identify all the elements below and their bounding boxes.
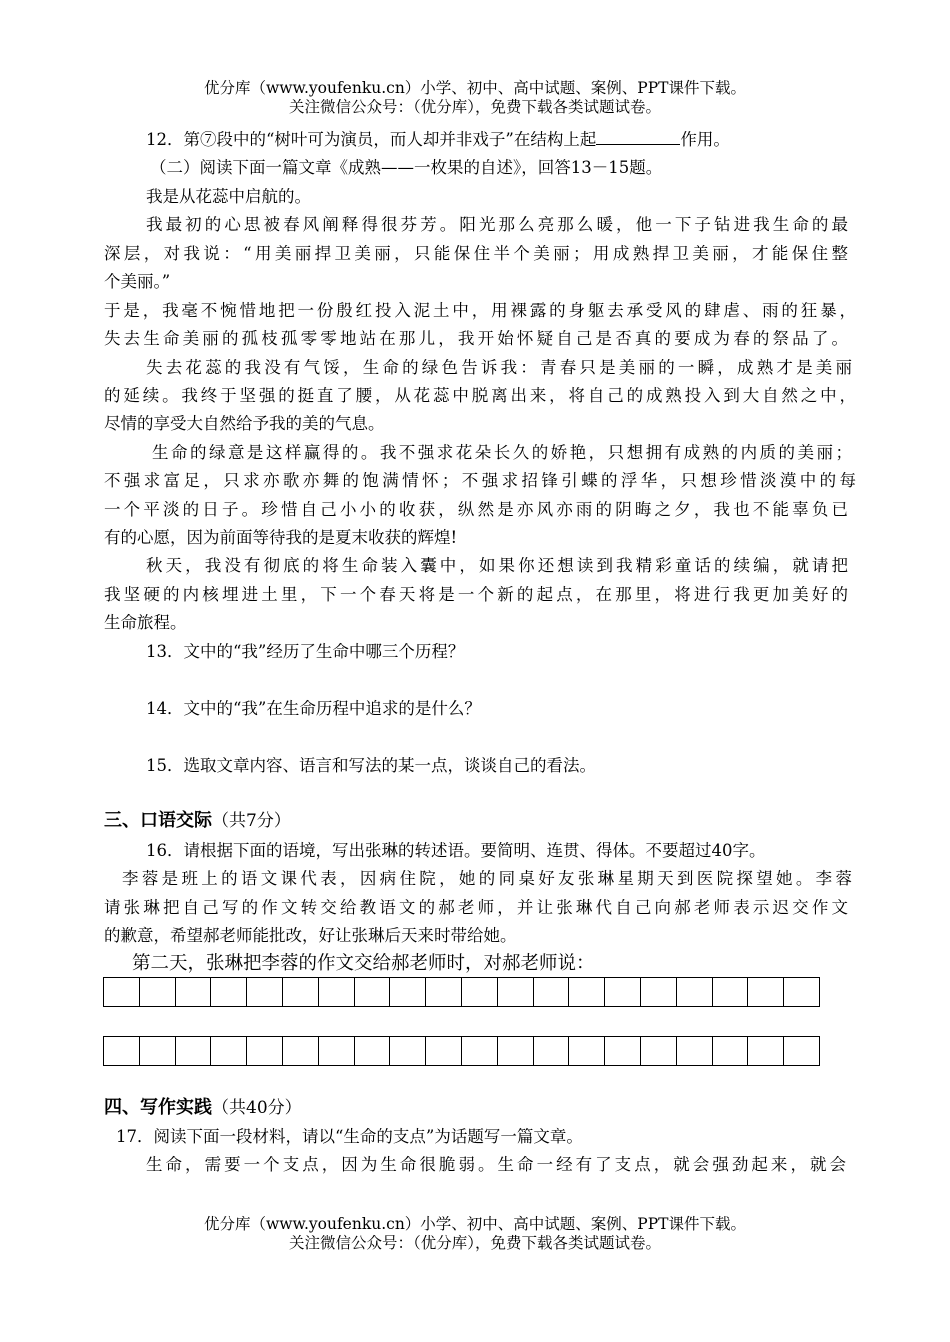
question-16-context-line-2: 请张琳把自己写的作文转交给教语文的郝老师，并让张琳代自己向郝老师表示迟交作文 [104, 898, 848, 917]
answer-grid-cell[interactable] [283, 978, 319, 1006]
answer-grid-cell[interactable] [211, 1037, 247, 1065]
answer-grid-cell[interactable] [784, 1037, 820, 1065]
answer-grid-row-2[interactable] [103, 1036, 820, 1066]
answer-grid-cell[interactable] [462, 978, 498, 1006]
article-paragraph-6-line-2: 我坚硬的内核埋进土里，下一个春天将是一个新的起点，在那里，将进行我更加美好的 [104, 585, 848, 604]
answer-grid-cell[interactable] [713, 978, 749, 1006]
answer-grid-cell[interactable] [713, 1037, 749, 1065]
section-4-score: （共40分） [212, 1098, 302, 1118]
article-paragraph-2-line-1: 我最初的心思被春风阐释得很芬芳。阳光那么亮那么暖，他一下子钻进我生命的最 [146, 215, 848, 234]
article-paragraph-5-line-4: 有的心愿，因为前面等待我的是夏末收获的辉煌! [104, 528, 458, 547]
answer-grid-cell[interactable] [140, 1037, 176, 1065]
answer-grid-cell[interactable] [247, 978, 283, 1006]
question-12 [146, 128, 730, 151]
answer-grid-cell[interactable] [462, 1037, 498, 1065]
answer-grid-cell[interactable] [176, 1037, 212, 1065]
page-header-line-2: 关注微信公众号：（优分库），免费下载各类试题试卷。 [288, 98, 661, 116]
article-paragraph-3-line-1: 于是，我毫不惋惜地把一份殷红投入泥土中，用裸露的身躯去承受风的肆虐、雨的狂暴， [104, 301, 856, 320]
article-paragraph-6-line-1: 秋天，我没有彻底的将生命装入囊中，如果你还想读到我精彩童话的续编，就请把 [146, 556, 848, 575]
article-paragraph-2-line-3: 个美丽。” [104, 272, 171, 291]
question-15: 15．选取文章内容、语言和写法的某一点，谈谈自己的看法。 [146, 756, 596, 775]
answer-grid-row-1[interactable] [103, 977, 820, 1007]
answer-grid-cell[interactable] [426, 978, 462, 1006]
article-paragraph-1: 我是从花蕊中启航的。 [146, 187, 311, 206]
answer-grid-cell[interactable] [104, 978, 140, 1006]
section-3-heading [104, 810, 291, 832]
answer-grid-cell[interactable] [569, 978, 605, 1006]
answer-grid-cell[interactable] [498, 1037, 534, 1065]
question-17-material-line-1: 生命，需要一个支点，因为生命很脆弱。生命一经有了支点，就会强劲起来，就会 [146, 1155, 846, 1174]
section-3-score: （共7分） [212, 811, 291, 831]
question-12-text: 12．第⑦段中的“树叶可为演员，而人却并非戏子”在结构上起 [146, 130, 597, 149]
answer-grid-cell[interactable] [748, 1037, 784, 1065]
question-14: 14．文中的“我”在生命历程中追求的是什么？ [146, 699, 481, 718]
question-12-suffix: 作用。 [680, 130, 730, 149]
article-paragraph-3-line-2: 失去生命美丽的孤枝孤零零地站在那儿，我开始怀疑自己是否真的要成为春的祭品了。 [104, 329, 848, 348]
answer-grid-cell[interactable] [677, 1037, 713, 1065]
answer-grid-cell[interactable] [319, 1037, 355, 1065]
answer-grid-cell[interactable] [605, 978, 641, 1006]
answer-grid-cell[interactable] [247, 1037, 283, 1065]
article-paragraph-6-line-3: 生命旅程。 [104, 613, 187, 632]
section-3-title: 三、口语交际 [104, 810, 212, 831]
article-paragraph-4-line-3: 尽情的享受大自然给予我的美的气息。 [104, 414, 385, 433]
answer-grid-cell[interactable] [569, 1037, 605, 1065]
answer-grid-cell[interactable] [748, 978, 784, 1006]
answer-grid-cell[interactable] [176, 978, 212, 1006]
answer-grid-cell[interactable] [104, 1037, 140, 1065]
page-footer-line-2: 关注微信公众号：（优分库），免费下载各类试题试卷。 [288, 1234, 661, 1252]
question-13: 13．文中的“我”经历了生命中哪三个历程？ [146, 642, 465, 661]
article-paragraph-5-line-3: 一个平淡的日子。珍惜自己小小的收获，纵然是亦风亦雨的阴晦之夕，我也不能辜负已 [104, 500, 848, 519]
page-header-line-1: 优分库（www.youfenku.cn）小学、初中、高中试题、案例、PPT课件下载。 [203, 79, 747, 97]
answer-grid-cell[interactable] [677, 978, 713, 1006]
question-16-context-line-3: 的歉意，希望郝老师能批改，好让张琳后天来时带给她。 [104, 926, 517, 945]
question-16-lead: 第二天，张琳把李蓉的作文交给郝老师时，对郝老师说： [132, 953, 595, 974]
answer-grid-cell[interactable] [140, 978, 176, 1006]
answer-grid-cell[interactable] [784, 978, 820, 1006]
part-2-intro: （二）阅读下面一篇文章《成熟——一枚果的自述》，回答13－15题。 [150, 158, 663, 177]
article-paragraph-4-line-1: 失去花蕊的我没有气馁，生命的绿色告诉我：青春只是美丽的一瞬，成熟才是美丽 [146, 358, 852, 377]
article-paragraph-4-line-2: 的延续。我终于坚强的挺直了腰，从花蕊中脱离出来，将自己的成熟投入到大自然之中， [104, 386, 856, 405]
page-footer-line-1: 优分库（www.youfenku.cn）小学、初中、高中试题、案例、PPT课件下载。 [203, 1215, 747, 1233]
answer-grid-cell[interactable] [211, 978, 247, 1006]
answer-grid-cell[interactable] [534, 978, 570, 1006]
article-paragraph-2-line-2: 深层，对我说：“用美丽捍卫美丽，只能保住半个美丽；用成熟捍卫美丽，才能保住整 [104, 244, 848, 263]
section-4-heading [104, 1097, 302, 1119]
answer-grid-cell[interactable] [390, 1037, 426, 1065]
question-16-context-line-1: 李蓉是班上的语文课代表，因病住院，她的同桌好友张琳星期天到医院探望她。李蓉 [122, 869, 852, 888]
question-16-prompt: 16．请根据下面的语境，写出张琳的转述语。要简明、连贯、得体。不要超过40字。 [146, 841, 766, 860]
answer-grid-cell[interactable] [355, 1037, 391, 1065]
question-17-prompt: 17．阅读下面一段材料，请以“生命的支点”为话题写一篇文章。 [116, 1127, 583, 1146]
answer-grid-cell[interactable] [390, 978, 426, 1006]
answer-blank[interactable] [596, 128, 680, 145]
answer-grid-cell[interactable] [498, 978, 534, 1006]
answer-grid-cell[interactable] [355, 978, 391, 1006]
answer-grid-cell[interactable] [319, 978, 355, 1006]
article-paragraph-5-line-2: 不强求富足，只求亦歌亦舞的饱满情怀；不强求招锋引蝶的浮华，只想珍惜淡漠中的每 [104, 471, 856, 490]
answer-grid-cell[interactable] [641, 978, 677, 1006]
answer-grid-cell[interactable] [283, 1037, 319, 1065]
answer-grid-cell[interactable] [534, 1037, 570, 1065]
answer-grid-cell[interactable] [641, 1037, 677, 1065]
answer-grid-cell[interactable] [605, 1037, 641, 1065]
article-paragraph-5-line-1: 生命的绿意是这样赢得的。我不强求花朵长久的娇艳，只想拥有成熟的内质的美丽； [152, 443, 852, 462]
section-4-title: 四、写作实践 [104, 1097, 212, 1118]
answer-grid-cell[interactable] [426, 1037, 462, 1065]
